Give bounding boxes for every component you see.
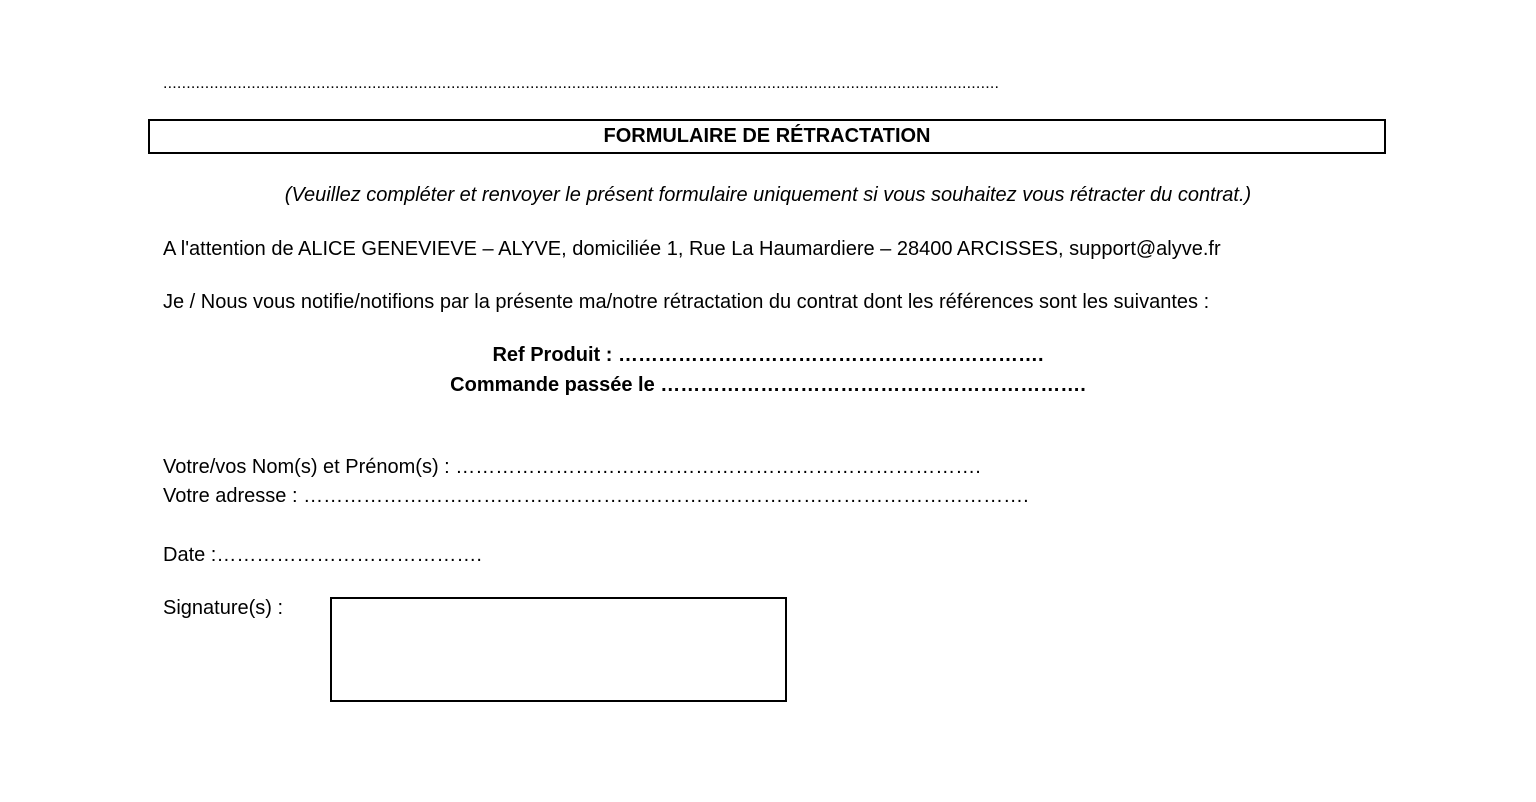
instruction-text: (Veuillez compléter et renvoyer le présent formulaire uniquement si vous souhaitez vous rétracter du contrat.)	[284, 184, 1252, 206]
title-box	[148, 119, 1386, 154]
signature-box[interactable]	[330, 597, 787, 702]
date-field[interactable]: Date :………………………………….	[163, 544, 482, 566]
attention-line: A l'attention de ALICE GENEVIEVE – ALYVE, domiciliée 1, Rue La Haumardiere – 28400 ARCISSES, support@alyve.fr	[163, 238, 1221, 260]
signature-label: Signature(s) :	[163, 597, 284, 619]
form-title: FORMULAIRE DE RÉTRACTATION	[603, 125, 931, 147]
adresse-field[interactable]: Votre adresse : ……………………………………………………………………………………………….	[163, 485, 1029, 507]
notification-line: Je / Nous vous notifie/notifions par la présente ma/notre rétractation du contrat dont les références sont les suivantes :	[163, 291, 1210, 313]
nom-prenom-field[interactable]: Votre/vos Nom(s) et Prénom(s) : …………………………………………………………………….	[163, 456, 981, 478]
commande-date-field[interactable]: Commande passée le ……………………………………………………….	[450, 374, 1086, 396]
ref-produit-field[interactable]: Ref Produit : ……………………………………………………….	[492, 344, 1044, 366]
top-dotted-rule: ....................................................................................................................................................................................	[163, 75, 1000, 92]
